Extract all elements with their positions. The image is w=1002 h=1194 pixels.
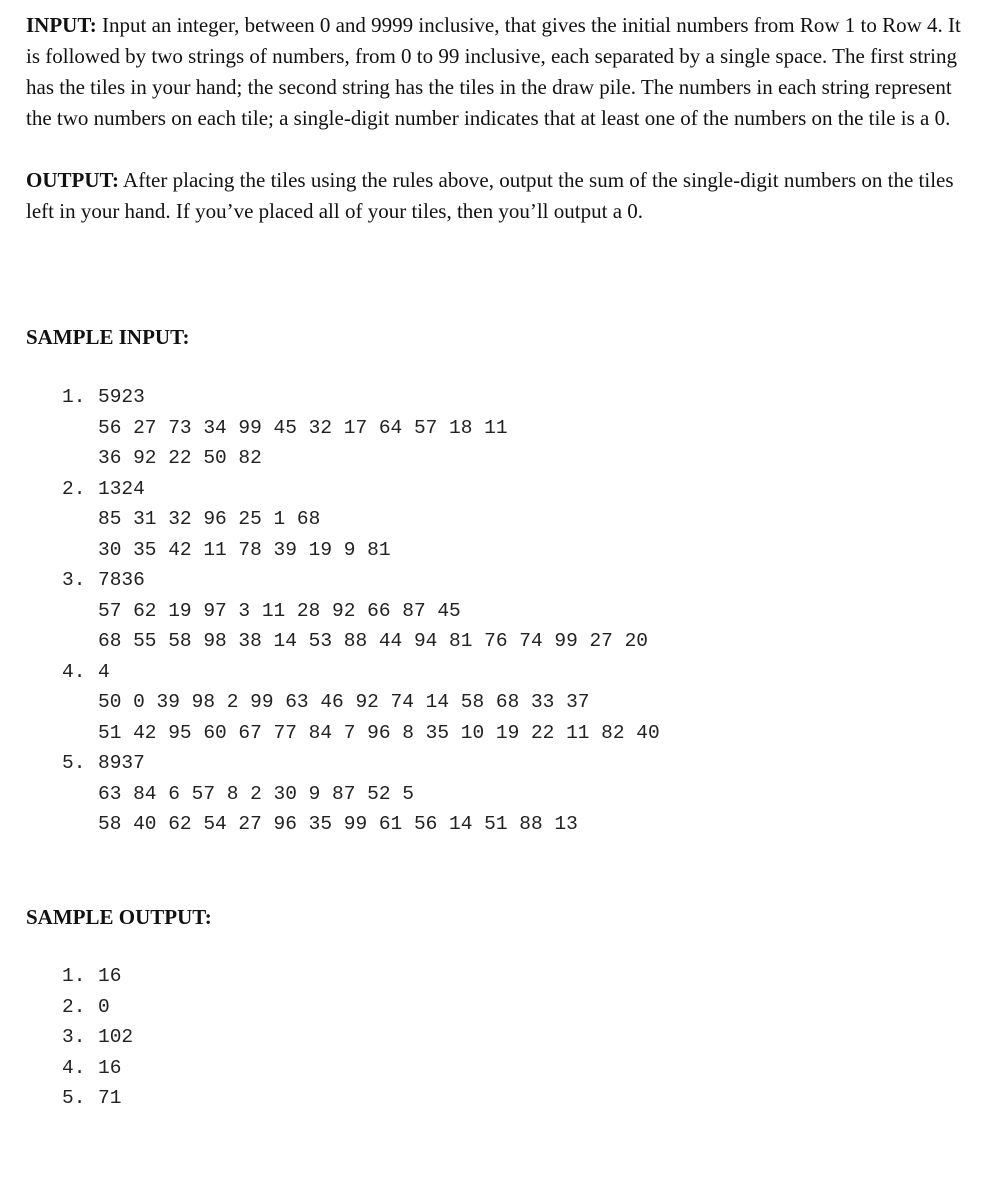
sample-output-heading: SAMPLE OUTPUT: — [26, 905, 212, 929]
sample-output-line — [62, 992, 133, 1023]
case-start: 8937 — [98, 752, 145, 774]
sample-input-case — [62, 474, 660, 566]
output-text: After placing the tiles using the rules above, output the sum of the single-digit numbers on the tiles left in your hand. If you’ve placed all of your tiles, then you’ll output a 0. — [26, 168, 954, 223]
output-value: 0 — [98, 995, 110, 1018]
input-description — [26, 10, 976, 134]
case-pile: 68 55 58 98 38 14 53 88 44 94 81 76 74 99 27 20 — [98, 630, 648, 652]
sample-input-heading: SAMPLE INPUT: — [26, 325, 190, 349]
output-label: OUTPUT: — [26, 168, 119, 192]
sample-input-list — [62, 382, 660, 840]
case-number: 1. — [62, 386, 86, 408]
sample-output-line — [62, 961, 133, 992]
input-label: INPUT: — [26, 13, 97, 37]
case-start: 1324 — [98, 477, 145, 500]
output-value: 102 — [98, 1026, 134, 1048]
case-pile: 36 92 22 50 82 — [98, 447, 262, 469]
case-start: 7836 — [98, 569, 145, 591]
output-number: 5. — [62, 1087, 86, 1109]
case-hand: 63 84 6 57 8 2 30 9 87 52 5 — [98, 782, 414, 805]
sample-output-line — [62, 1022, 133, 1053]
case-number: 2. — [62, 477, 86, 500]
input-text: Input an integer, between 0 and 9999 inclusive, that gives the initial numbers from Row 1 to Row 4. It is followed by two strings of numbers, from 0 to 99 inclusive, each separated by a single space. The first string has the tiles in your hand; the second string has the tiles in the draw pile. The numbers in each string represent the two numbers on each tile; a single-digit number indicates that at least one of the numbers on the tile is a 0. — [26, 13, 961, 130]
problem-document — [26, 10, 976, 1109]
case-number: 4. — [62, 660, 86, 683]
case-pile: 58 40 62 54 27 96 35 99 61 56 14 51 88 13 — [98, 813, 578, 835]
case-hand: 50 0 39 98 2 99 63 46 92 74 14 58 68 33 37 — [98, 691, 590, 713]
output-value: 16 — [98, 1056, 122, 1079]
output-value: 16 — [98, 965, 122, 987]
output-number: 2. — [62, 995, 86, 1018]
sample-input-case — [62, 382, 660, 474]
case-hand: 85 31 32 96 25 1 68 — [98, 508, 321, 530]
output-number: 1. — [62, 965, 86, 987]
output-description — [26, 165, 976, 227]
case-number: 5. — [62, 752, 86, 774]
sample-input-case — [62, 748, 660, 840]
sample-output-line — [62, 1083, 133, 1114]
case-number: 3. — [62, 569, 86, 591]
case-hand: 56 27 73 34 99 45 32 17 64 57 18 11 — [98, 416, 508, 439]
case-start: 4 — [98, 660, 110, 683]
case-hand: 57 62 19 97 3 11 28 92 66 87 45 — [98, 599, 461, 622]
sample-input-case — [62, 657, 660, 749]
case-pile: 30 35 42 11 78 39 19 9 81 — [98, 538, 391, 561]
sample-input-case — [62, 565, 660, 657]
sample-output-line — [62, 1053, 133, 1084]
output-value: 71 — [98, 1087, 122, 1109]
output-number: 4. — [62, 1056, 86, 1079]
sample-output-list — [62, 961, 133, 1114]
case-pile: 51 42 95 60 67 77 84 7 96 8 35 10 19 22 11 82 40 — [98, 721, 660, 744]
output-number: 3. — [62, 1026, 86, 1048]
case-start: 5923 — [98, 386, 145, 408]
